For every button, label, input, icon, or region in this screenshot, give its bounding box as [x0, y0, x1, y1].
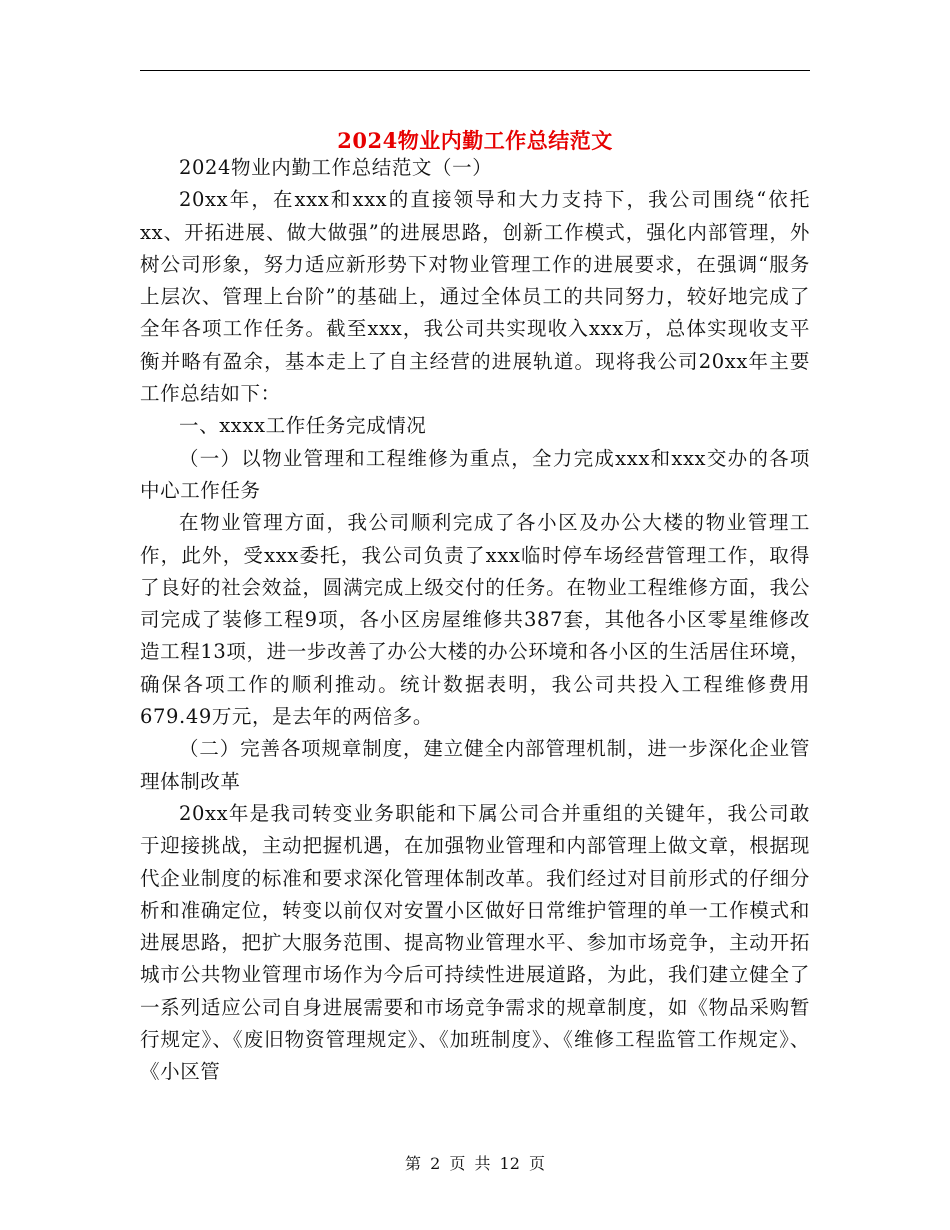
- intro-paragraph: 20xx年，在xxx和xxx的直接领导和大力支持下，我公司围绕“依托xx、开拓进展、做大做强”的进展思路，创新工作模式，强化内部管理，外树公司形象，努力适应新形势下对物业管理工作的进展要求，在强调“服务上层次、管理上台阶”的基础上，通过全体员工的共同努力，较好地完成了全年各项工作任务。截至xxx，我公司共实现收入xxx万，总体实现收支平衡并略有盈余，基本走上了自主经营的进展轨道。现将我公司20xx年主要工作总结如下：: [140, 188, 810, 406]
- subsection-heading-2: （二）完善各项规章制度，建立健全内部管理机制，进一步深化企业管理体制改革: [140, 737, 810, 793]
- section-heading: 一、xxxx工作任务完成情况: [179, 414, 427, 438]
- header-rule: [140, 70, 810, 71]
- body-paragraph-2: 20xx年是我司转变业务职能和下属公司合并重组的关键年，我公司敢于迎接挑战，主动把握机遇，在加强物业管理和内部管理上做文章，根据现代企业制度的标准和要求深化管理体制改革。我们经过对目前形式的仔细分析和准确定位，转变以前仅对安置小区做好日常维护管理的单一工作模式和进展思路，把扩大服务范围、提高物业管理水平、参加市场竞争，主动开拓城市公共物业管理市场作为今后可持续性进展道路，为此，我们建立健全了一系列适应公司自身进展需要和市场竞争需求的规章制度，如《物品采购暂行规定》、《废旧物资管理规定》、《加班制度》、《维修工程监管工作规定》、《小区管: [140, 801, 810, 1084]
- subtitle-paragraph: 2024物业内勤工作总结范文（一）: [179, 156, 493, 179]
- body-paragraph-1: 在物业管理方面，我公司顺利完成了各小区及办公大楼的物业管理工作，此外，受xxx委托，我公司负责了xxx临时停车场经营管理工作，取得了良好的社会效益，圆满完成上级交付的任务。在物业工程维修方面，我公司完成了装修工程9项，各小区房屋维修共387套，其他各小区零星维修改造工程13项，进一步改善了办公大楼的办公环境和各小区的生活居住环境，确保各项工作的顺利推动。统计数据表明，我公司共投入工程维修费用679.49万元，是去年的两倍多。: [140, 511, 810, 729]
- document-body: [140, 152, 810, 1089]
- subsection-heading-1: （一）以物业管理和工程维修为重点，全力完成xxx和xxx交办的各项中心工作任务: [140, 446, 810, 502]
- document-title: 2024物业内勤工作总结范文: [337, 128, 613, 154]
- page-number-footer: 第 2 页 共 12 页: [405, 1154, 545, 1173]
